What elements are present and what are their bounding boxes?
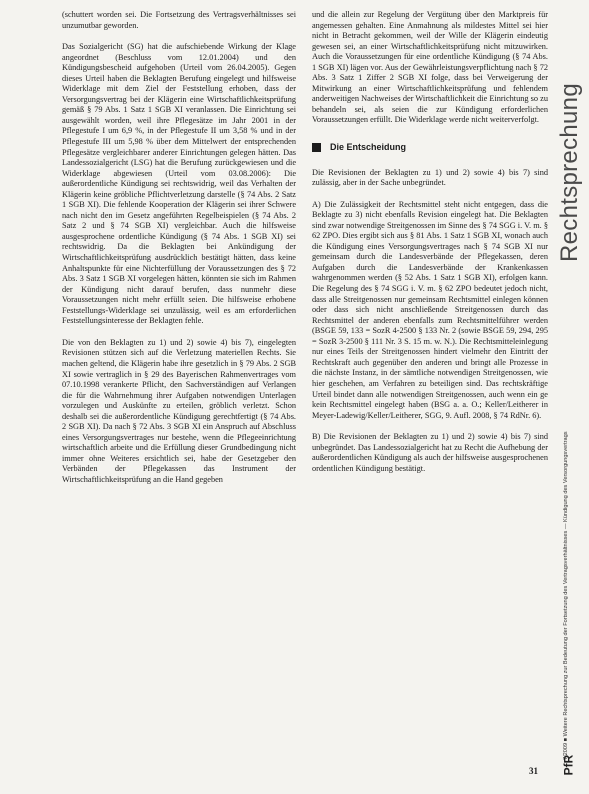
footer-text: 7/2009 ■ Weitere Rechtsprechung zur Bedeutung der Fortsetzung des Vertragsverhältnisses — Kündigung des Versorgungsvertrags [563,431,569,760]
publication-logo: PfR [561,754,576,776]
paragraph: Die Revisionen der Beklagten zu 1) und 2) sowie 4) bis 7) sind zulässig, aber in der Sache unbegründet. [312,167,548,188]
section-heading [312,142,548,153]
paragraph: A) Die Zulässigkeit der Rechtsmittel steht nicht entgegen, dass die Beklagte zu 3) nicht ebenfalls Revision eingelegt hat. Die Beklagten sind zwar notwendige Streitgenossen im Sinne des § 74 SGG i. V. m. § 62 ZPO. Dies ergibt sich aus § 81 Abs. 1 Satz 1 SGB XI, wonach auch die Kündigung eines Versorgungsvertrages nach § 74 SGB XI nur gemeinsam durch die Landesverbände der Pflegekassen, deren Aufgaben durch die Landesverbände der Krankenkassen wahrgenommen werden (§ 52 Abs. 1 Satz 1 SGB XI), erfolgen kann. Die Regelung des § 74 SGG i. V. m. § 62 ZPO bedeutet jedoch nicht, dass alle Streitgenossen nur gemeinsam Rechtsmittel einlegen können oder dass sich nicht anschließende Streitgenossen durch das Rechtsmittel der anderen ebenfalls zum Rechtsmittelführer werden (BSGE 59, 133 = SozR 4-2500 § 133 Nr. 2 (sowie BSGE 59, 294, 295 = SozR 3-2500 § 111 Nr. 3 S. 15 m. w. N.). Die Rechtsmitteleinlegung nur eines Teils der Streitgenossen hindert vielmehr den Eintritt der Rechtskraft auch gegenüber den anderen und bringt alle Prozesse in die nächste Instanz, in der sämtliche notwendigen Streitgenossen, wie hier geschehen, am Verfahren zu beteiligen sind. Das rechtskräftige Urteil bindet dann alle notwendigen Streitgenossen, auch wenn ein ge kein Rechtsmittel eingelegt haben (BSG a. a. O.; Keller/Leitherer in Meyer-Ladewig/Keller/Leitherer, SGG, 9. Aufl. 2008, § 74 RdNr. 6). [312,199,548,420]
page-number: 31 [529,766,538,776]
left-column [62,10,296,497]
section-title-text: Rechtsprechung [556,83,583,262]
footer-vertical [563,290,575,760]
section-heading-label: Die Entscheidung [330,142,407,153]
paragraph: (schuttert worden sei. Die Fortsetzung des Vertragsverhältnisses sei unzumutbar geworden. [62,10,296,30]
paragraph: und die allein zur Regelung der Vergütung über den Marktpreis für angemessen gehalten. Eine Anmahnung als mildestes Mittel sei hier nicht in Betracht gekommen, weil der Wille der Klägerin eindeutig gewesen sei, an einer Wirtschaftlichkeitsprüfung nicht mitzuwirken. Auch die Voraussetzungen für eine ordentliche Kündigung (§ 74 Abs. 1 SGB XI) lägen vor. Aus der Gewährleistungsverpflichtung nach § 72 Abs. 3 Satz 1 Ziffer 2 SGB XI folge, dass bei Verweigerung der Mitwirkung an einer Wirtschaftlichkeitsprüfung und fehlendem anderweitigen Nachweises der Wirtschaftlichkeit die Einrichtung so zu behandeln sei, als seien die zur Kündigung erforderlichen Voraussetzungen erfüllt. Die Widerklage werde nicht weiterverfolgt. [312,10,548,125]
section-title-vertical [556,12,582,262]
bullet-square-icon [312,143,321,152]
right-column [312,10,548,485]
paragraph: Das Sozialgericht (SG) hat die aufschiebende Wirkung der Klage angeordnet (Beschluss vom 12.01.2004) und den Kündigungsbescheid aufgehoben (Urteil vom 26.04.2005). Gegen dieses Urteil haben die Beklagten Berufung eingelegt und hilfsweise Widerklage mit dem Ziel der Feststellung erhoben, dass der Versorgungsvertrag bei der Klägerin eine Wirtschaftlichkeitsprüfung gemäß § 79 Abs. 1 Satz 1 SGB XI veranlassen. Die Einrichtung sei ausgewählt worden, weil ihre Pflegesätze im Jahr 2001 in der Pflegestufe I um 6,9 %, in der Pflegestufe II um 3,58 % und in der Pflegestufe III um 5,98 % über dem Mittelwert der entsprechenden Pflegesätze vergleichbarer anderer Einrichtungen gelegen hätten. Das Landessozialgericht (LSG) hat die Berufung zurückgewiesen und die Widerklage abgewiesen (Urteil vom 03.08.2006): Die außerordentliche Kündigung sei rechtswidrig, weil das Verhalten der Klägerin keine gröbliche Pflichtverletzung darstelle (§ 74 Abs. 2 Satz 1 SGB XI). Die fehlende Kooperation der Klägerin sei ihrer Schwere nach nicht den im Gesetz angeführten Regelbeispielen (§ 74 Abs. 2 Satz 2 und § 74 SGB XI) vergleichbar. Auch die hilfsweise ausgesprochene ordentliche Kündigung (§ 74 Abs. 1 SGB XI) sei rechtswidrig. Da die Beklagten bei Ankündigung der Wirtschaftlichkeitsprüfung ausdrücklich bestätigt hätten, dass keine Anhaltspunkte für eine Nichterfüllung der Voraussetzungen des § 72 Abs. 3 Satz 1 SGB XI vorgelegen hätten, könnten sie sich im Rahmen der Kündigung nicht darauf berufen, dass nunmehr diese Voraussetzungen nicht mehr erfüllt seien. Die hilfsweise erhobene Feststellungs-Widerklage sei unzulässig, weil es am erforderlichen Feststellungsinteresse der Beklagten fehle. [62,42,296,326]
paragraph: B) Die Revisionen der Beklagten zu 1) und 2) sowie 4) bis 7) sind unbegründet. Das Landessozialgericht hat zu Recht die Aufhebung der außerordentlichen Kündigung als auch der hilfsweise ausgesprochenen ordentlichen Kündigung bestätigt. [312,432,548,473]
paragraph: Die von den Beklagten zu 1) und 2) sowie 4) bis 7), eingelegten Revisionen stützen sich auf die Verletzung materiellen Rechts. Sie machen geltend, die Klägerin habe ihre gesetzlich in § 79 Abs. 2 SGB XI sowie vertraglich in § 29 des Bayerischen Rahmenvertrages vom 07.10.1998 verankerte Pflicht, den Sachverständigen auf Verlangen die für die Wahrnehmung ihrer Aufgaben notwendigen Unterlagen vorzulegen und Auskünfte zu erteilen, gröblich verletzt. Schon deshalb sei die außerordentliche Kündigung gerechtfertigt (§ 74 Abs. 2 SGB XI). Da nach § 72 Abs. 3 SGB XI ein Anspruch auf Abschluss eines Versorgungsvertrages nur bestehe, wenn die Pflegeeinrichtung wirtschaftlich arbeite und die Erfüllung dieser Grundbedingung nicht immer ohne Weiteres ersichtlich sei, habe der Gesetzgeber den Verbänden der Pflegekassen das Instrument der Wirtschaftlichkeitsprüfung an die Hand gegeben [62,337,296,484]
